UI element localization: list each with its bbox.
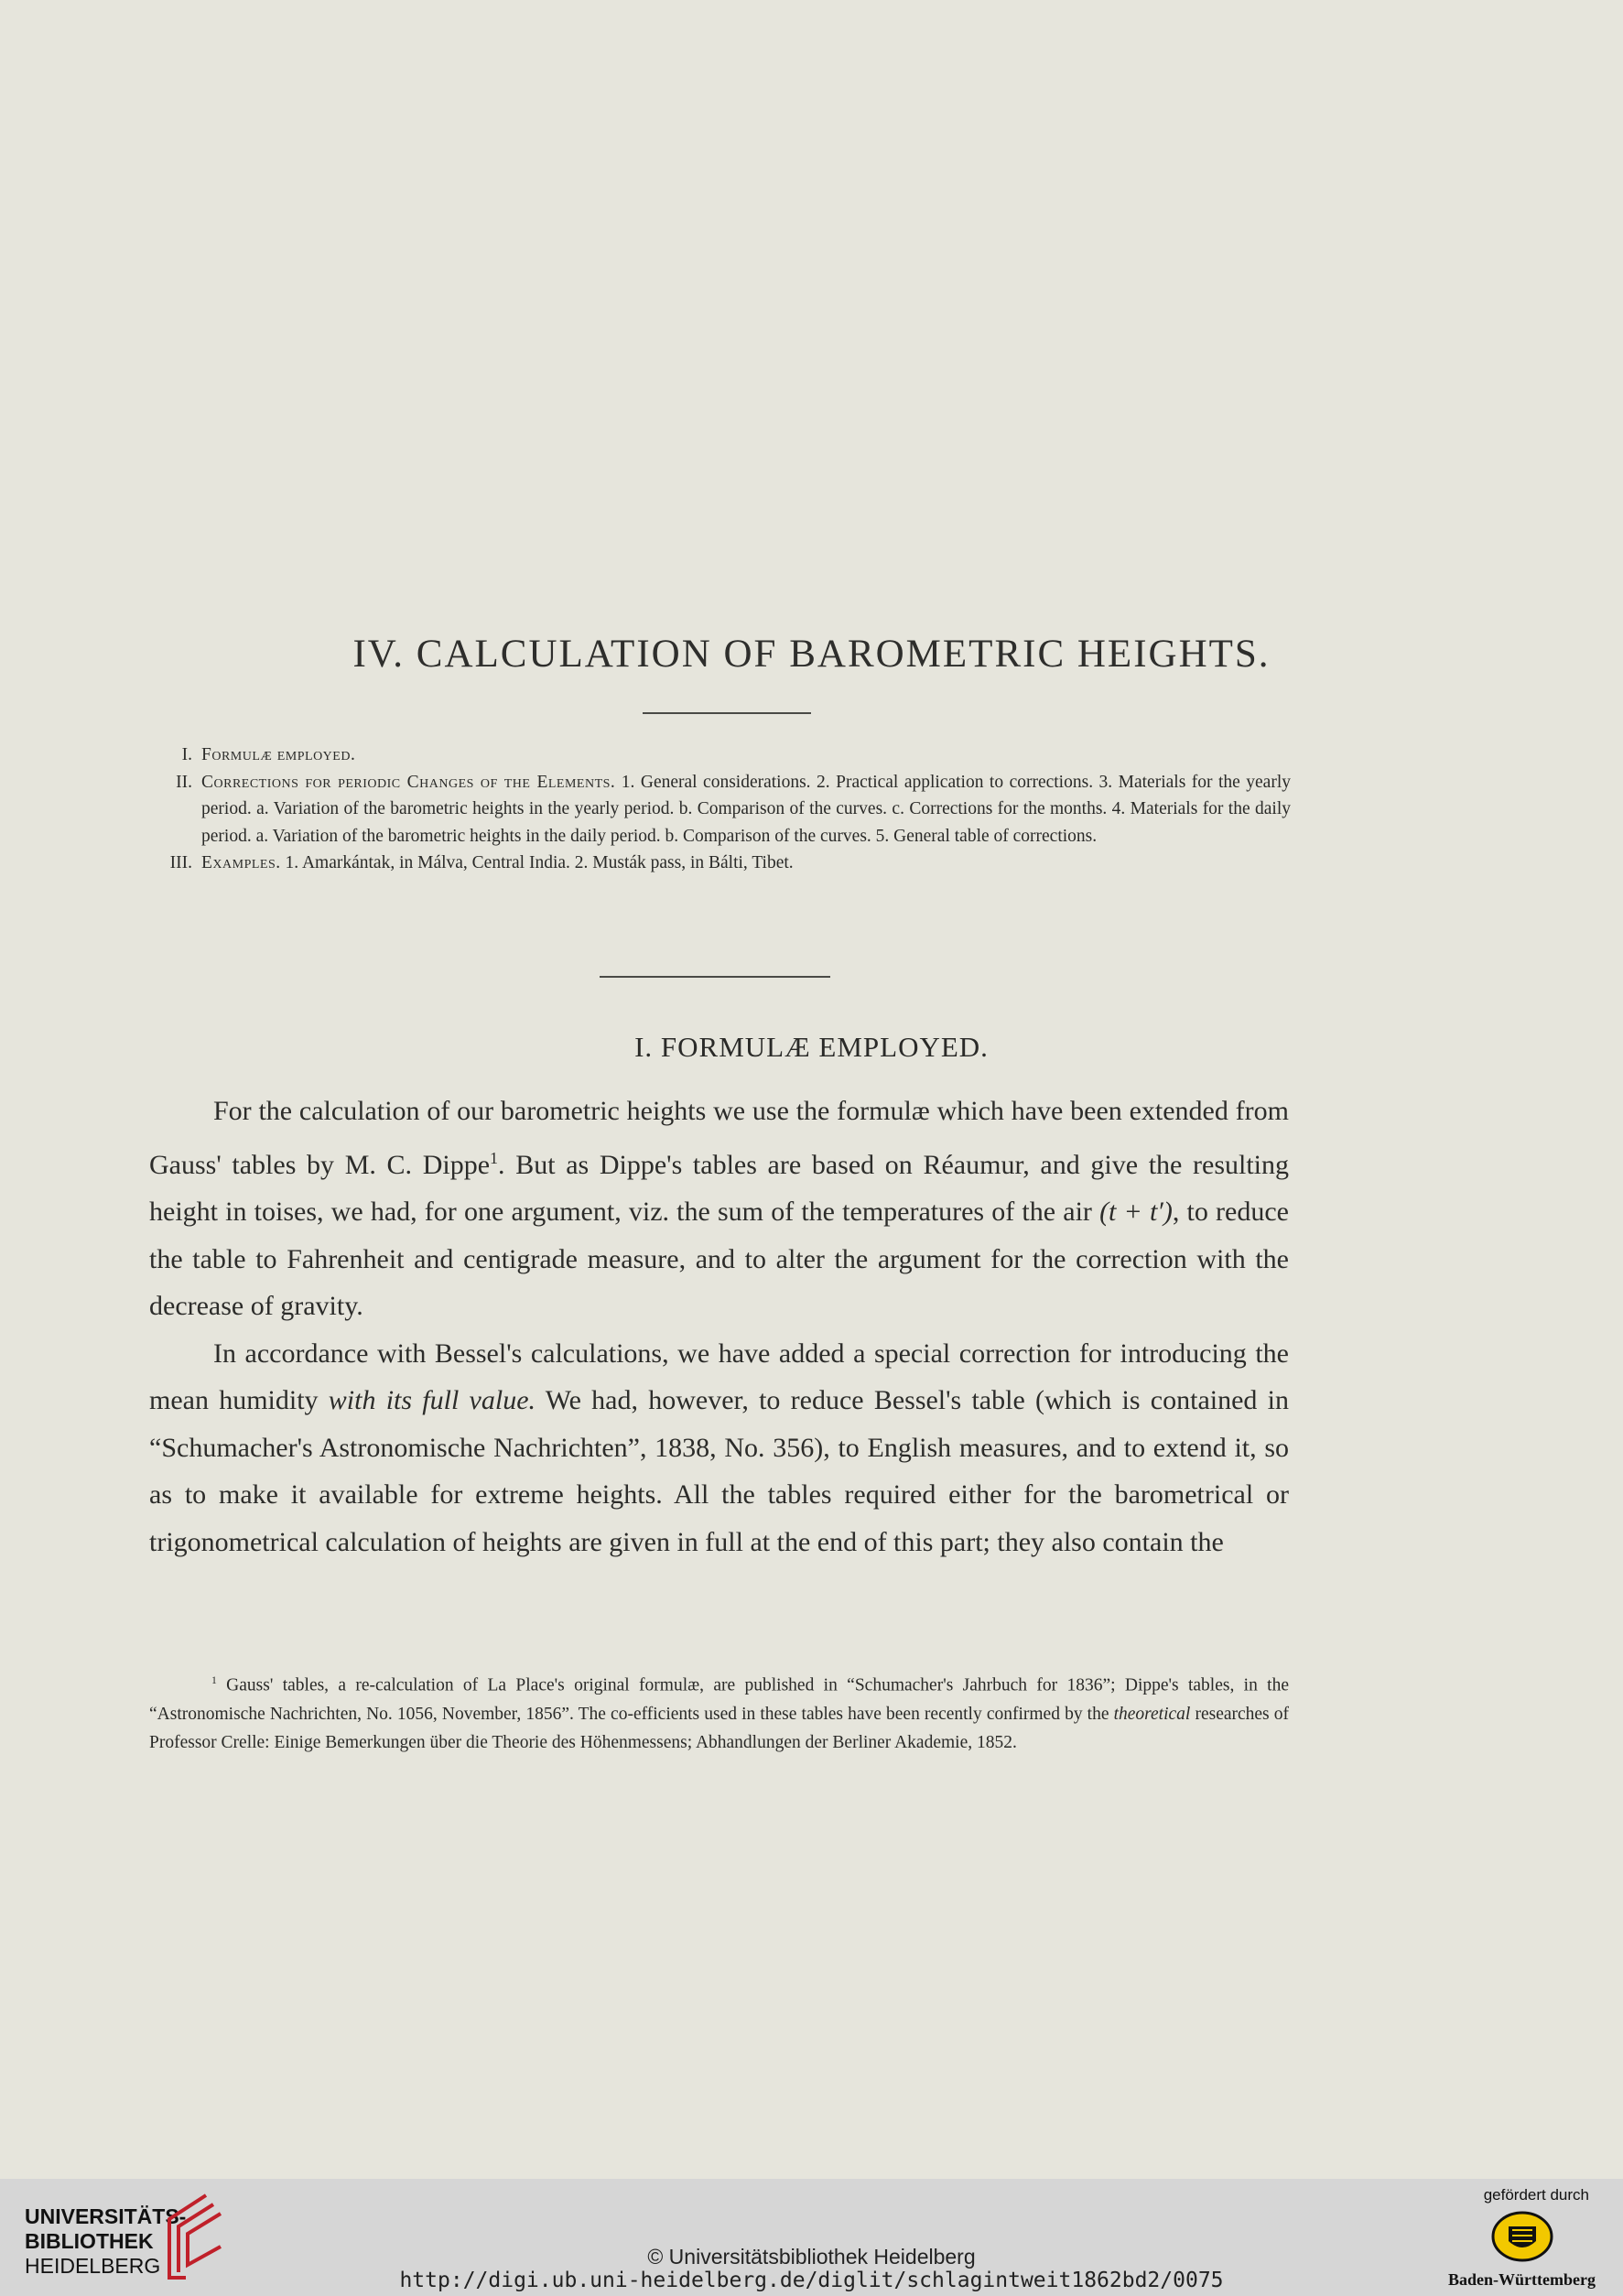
formula: (t + t′) <box>1099 1197 1173 1227</box>
toc-item-1 <box>146 742 1291 769</box>
footnote-ref: 1 <box>490 1148 499 1167</box>
toc-number: I. <box>181 745 192 764</box>
logo-line: BIBLIOTHEK <box>25 2229 154 2253</box>
paragraph-2 <box>149 1330 1289 1566</box>
text-run: researches of Professor Crelle: Einige Bemerkungen über die Theorie des Höhenmessens; Abhandlungen der Berliner Akademie, 1852. <box>149 1704 1289 1752</box>
toc-rest: 1. Amarkántak, in Málva, Central India. 2. Musták pass, in Bálti, Tibet. <box>280 853 794 872</box>
text-run: For the calculation of our barometric heights we use the formulæ which have been extended from Gauss' tables by M. C. Dippe <box>149 1096 1289 1180</box>
emphasis: with its full value. <box>328 1385 536 1415</box>
body-text <box>149 1088 1289 1565</box>
sponsor-name: Baden-Württemberg <box>1448 2270 1596 2289</box>
toc-number: III. <box>169 853 192 872</box>
copyright-notice: © Universitätsbibliothek Heidelberg <box>647 2245 976 2269</box>
text-run: Gauss' tables, a re-calculation of La Place's original formulæ, are published in “Schumacher's Jahrbuch for 1836”; Dippe's tables, in the “Astronomische Nachrichten, No. 1056, November, 1856”. The co-efficients used in these tables have been recently confirmed by the <box>149 1675 1289 1724</box>
chapter-contents <box>146 742 1291 877</box>
library-footer <box>0 2179 1623 2296</box>
text-run: In accordance with Bessel's calculations, we have added a special correction for introducing the mean humidity <box>149 1338 1289 1415</box>
contents-rule <box>600 976 830 978</box>
logo-line: HEIDELBERG <box>25 2254 161 2278</box>
text-run: , to reduce the table to Fahrenheit and centigrade measure, and to alter the argument for the correction with the decrease of gravity. <box>149 1197 1289 1321</box>
text-run: We had, however, to reduce Bessel's table (which is contained in “Schumacher's Astronomische Nachrichten”, 1838, No. 356), to English measures, and to extend it, so as to make it available for extreme heights. All the tables required either for the barometrical or trigonometrical calculation of heights are given in full at the end of this part; they also contain the <box>149 1385 1289 1557</box>
emphasis: theoretical <box>1113 1704 1191 1724</box>
toc-lead: Formulæ employed. <box>201 745 356 764</box>
title-rule <box>643 712 811 714</box>
toc-number: II. <box>176 772 192 792</box>
chapter-title: IV. CALCULATION OF BAROMETRIC HEIGHTS. <box>352 633 1271 676</box>
toc-lead: Examples. <box>201 853 281 872</box>
toc-item-2 <box>146 769 1291 850</box>
paragraph-1 <box>149 1088 1289 1330</box>
footnote-marker: 1 <box>211 1674 217 1686</box>
source-url-link[interactable]: http://digi.ub.uni-heidelberg.de/diglit/schlagintweit1862bd2/0075 <box>399 2269 1224 2292</box>
toc-rest: 1. General considerations. 2. Practical application to corrections. 3. Materials for the yearly period. a. Variation of the barometric heights in the yearly period. b. Comparison of the curves. c. Corrections for the months. 4. Materials for the daily period. a. Variation of the barometric heights in the daily period. b. Comparison of the curves. 5. General table of corrections. <box>201 772 1291 846</box>
logo-line: UNIVERSITÄTS- <box>25 2204 187 2228</box>
baden-wuerttemberg-emblem-icon <box>1490 2210 1554 2263</box>
text-run: . But as Dippe's tables are based on Réaumur, and give the resulting height in toises, we had, for one argument, viz. the sum of the temperatures of the air <box>149 1149 1289 1227</box>
footnote <box>149 1666 1289 1757</box>
section-heading: I. FORMULÆ EMPLOYED. <box>634 1031 989 1063</box>
toc-lead: Corrections for periodic Changes of the Elements. <box>201 772 616 792</box>
sponsor-label: gefördert durch <box>1483 2186 1589 2204</box>
toc-item-3 <box>146 850 1291 877</box>
